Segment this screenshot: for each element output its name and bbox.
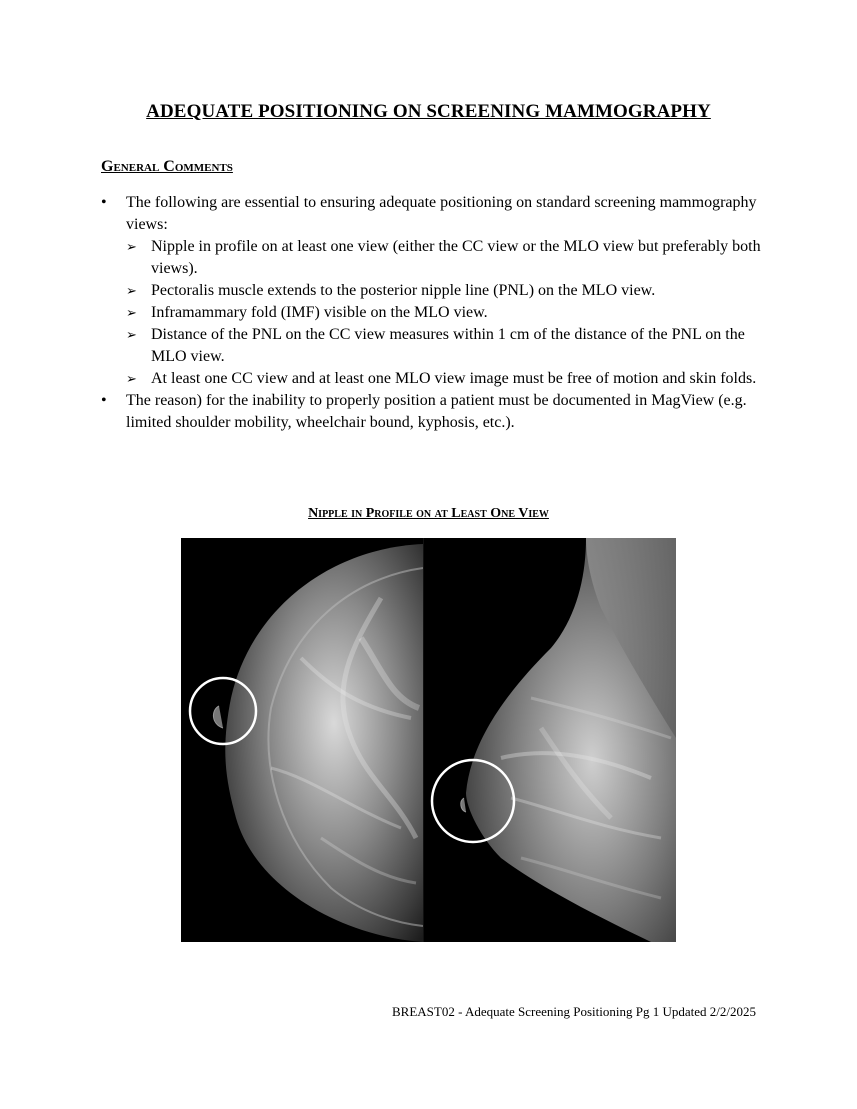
section-heading-general-comments: General Comments: [101, 158, 233, 175]
sub-item: [126, 280, 761, 302]
arrow-bullet-icon: ➢: [126, 327, 137, 342]
bullet-item: [101, 192, 761, 390]
sub-item-text: Nipple in profile on at least one view (either the CC view or the MLO view but preferably both views).: [151, 238, 761, 277]
sub-item: [126, 236, 761, 280]
bullet-dot-icon: •: [101, 194, 107, 211]
bullet-item: [101, 390, 761, 434]
arrow-bullet-icon: ➢: [126, 239, 137, 254]
sub-item: [126, 368, 761, 390]
page-footer: BREAST02 - Adequate Screening Positioning Pg 1 Updated 2/2/2025: [392, 1004, 756, 1019]
page-title: ADEQUATE POSITIONING ON SCREENING MAMMOGRAPHY: [146, 101, 711, 122]
sub-item: [126, 302, 761, 324]
mammogram-figure: [181, 538, 676, 942]
mlo-view-image: [424, 538, 676, 942]
sub-item-text: Distance of the PNL on the CC view measures within 1 cm of the distance of the PNL on the MLO view.: [151, 326, 745, 365]
bullet-dot-icon: •: [101, 392, 107, 409]
sub-item: [126, 324, 761, 368]
figure-heading: Nipple in Profile on at Least One View: [308, 506, 549, 521]
sub-item-text: At least one CC view and at least one MLO view image must be free of motion and skin folds.: [151, 370, 757, 387]
general-comments-list: [101, 192, 761, 434]
sub-item-text: Inframammary fold (IMF) visible on the MLO view.: [151, 304, 488, 321]
cc-view-image: [181, 538, 423, 942]
arrow-bullet-icon: ➢: [126, 371, 137, 386]
mammogram-image: [181, 538, 676, 942]
sub-item-text: Pectoralis muscle extends to the posterior nipple line (PNL) on the MLO view.: [151, 282, 656, 299]
bullet-text: The following are essential to ensuring adequate positioning on standard screening mammography views:: [126, 194, 757, 233]
bullet-text: The reason) for the inability to properly position a patient must be documented in MagView (e.g. limited shoulder mobility, wheelchair bound, kyphosis, etc.).: [126, 392, 747, 431]
arrow-bullet-icon: ➢: [126, 305, 137, 320]
arrow-bullet-icon: ➢: [126, 283, 137, 298]
